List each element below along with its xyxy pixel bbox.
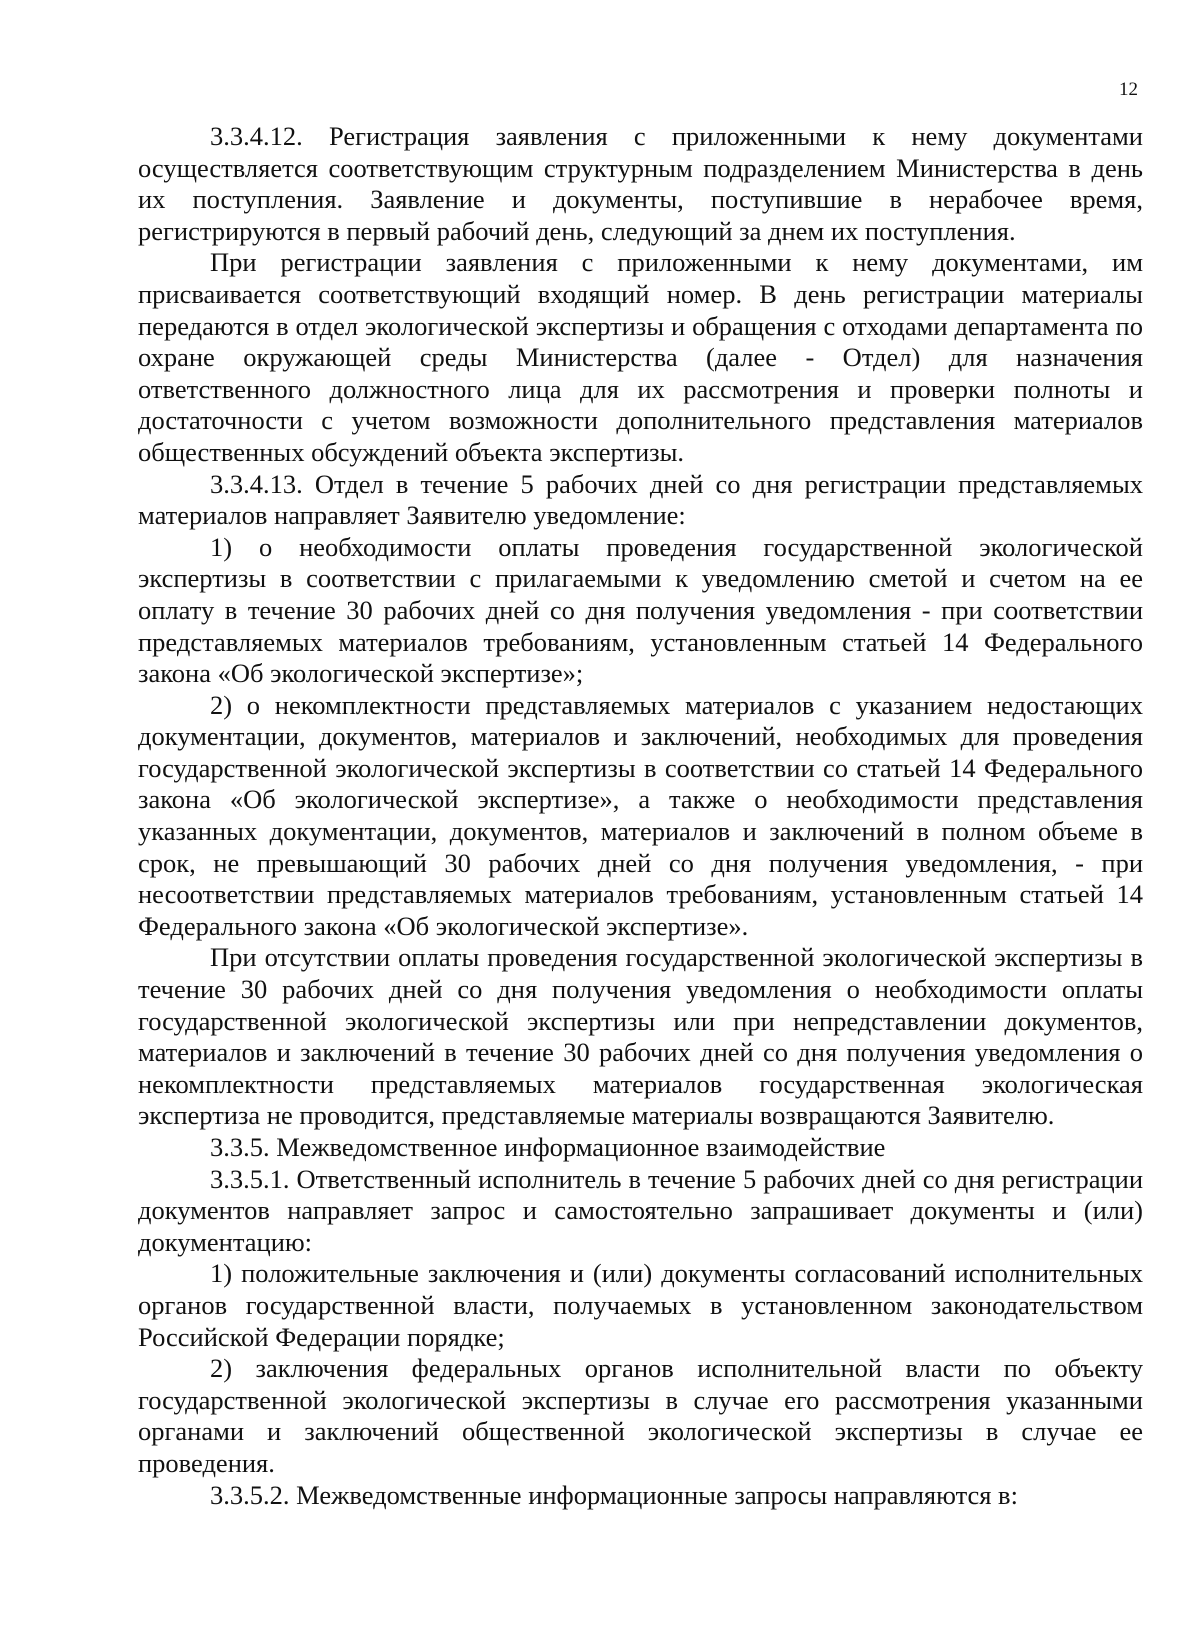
document-body: [138, 121, 1143, 1511]
list-item-incompleteness-notice: 2) о некомплектности представляемых материалов с указанием недостающих документации, документов, материалов и заключений, необходимых для проведения государственной экологической экспертизы в соответствии со статьей 14 Федерального закона «Об экологической экспертизе», а также о необходимости представления указанных документации, документов, материалов и заключений в полном объеме в срок, не превышающий 30 рабочих дней со дня получения уведомления, - при несоответствии представляемых материалов требованиям, установленным статьей 14 Федерального закона «Об экологической экспертизе».: [138, 689, 1143, 941]
list-item-federal-conclusions: 2) заключения федеральных органов исполнительной власти по объекту государственной экологической экспертизы в случае его рассмотрения указанными органами и заключений общественной экологической экспертизы в случае ее проведения.: [138, 1353, 1143, 1478]
paragraph-3-3-5-1: 3.3.5.1. Ответственный исполнитель в течение 5 рабочих дней со дня регистрации документов направляет запрос и самостоятельно запрашивает документы и (или) документацию:: [138, 1163, 1143, 1257]
paragraph-3-3-4-13: 3.3.4.13. Отдел в течение 5 рабочих дней со дня регистрации представляемых материалов направляет Заявителю уведомление:: [138, 468, 1143, 531]
paragraph-3-3-5-2: 3.3.5.2. Межведомственные информационные запросы направляются в:: [210, 1479, 1018, 1510]
section-heading-3-3-5: 3.3.5. Межведомственное информационное взаимодействие: [210, 1132, 886, 1162]
paragraph-registration: При регистрации заявления с приложенными к нему документами, им присваивается соответствующий входящий номер. В день регистрации материалы передаются в отдел экологической экспертизы и обращения с отходами департамента по охране окружающей среды Министерства (далее - Отдел) для назначения ответственного должностного лица для их рассмотрения и проверки полноты и достаточности с учетом возможности дополнительного представления материалов общественных обсуждений объекта экспертизы.: [138, 247, 1143, 467]
list-item-payment-notice: 1) о необходимости оплаты проведения государственной экологической экспертизы в соответствии с прилагаемыми к уведомлению сметой и счетом на ее оплату в течение 30 рабочих дней со дня получения уведомления - при соответствии представляемых материалов требованиям, установленным статьей 14 Федерального закона «Об экологической экспертизе»;: [138, 531, 1143, 689]
paragraph-3-3-4-12: 3.3.4.12. Регистрация заявления с приложенными к нему документами осуществляется соответствующим структурным подразделением Министерства в день их поступления. Заявление и документы, поступившие в нерабочее время, регистрируются в первый рабочий день, следующий за днем их поступления.: [138, 121, 1143, 246]
paragraph-non-payment: При отсутствии оплаты проведения государственной экологической экспертизы в течение 30 рабочих дней со дня получения уведомления о необходимости оплаты государственной экологической экспертизы или при непредставлении документов, материалов и заключений в течение 30 рабочих дней со дня получения уведомления о некомплектности представляемых материалов государственная экологическая экспертиза не проводится, представляемые материалы возвращаются Заявителю.: [138, 942, 1143, 1131]
page-number: 12: [1119, 79, 1138, 100]
list-item-positive-conclusions: 1) положительные заключения и (или) документы согласований исполнительных органов государственной власти, получаемых в установленном законодательством Российской Федерации порядке;: [138, 1258, 1143, 1352]
